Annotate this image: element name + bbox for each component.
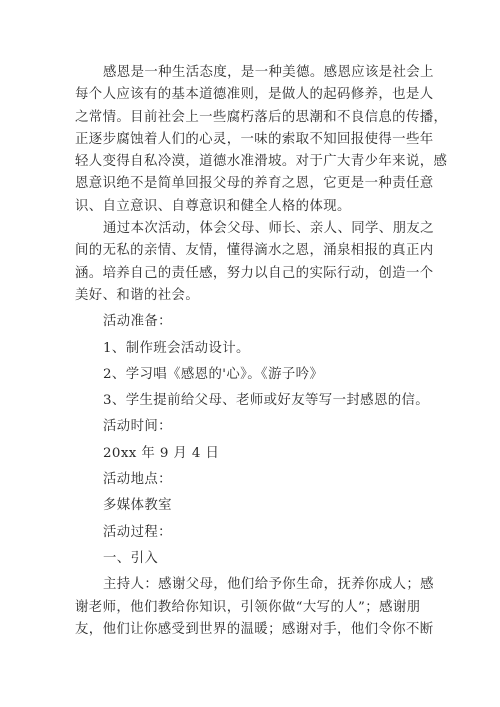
text-line: 间的无私的亲情、友情，懂得滴水之恩，涌泉相报的真正内 [75, 243, 434, 259]
paragraph-purpose [75, 218, 434, 307]
text-line: 友，他们让你感受到世界的温暖；感谢对手，他们令你不断 [75, 621, 434, 637]
text-line: 美好、和谐的社会。 [75, 287, 200, 303]
time-value: 20xx 年 9 月 4 日 [103, 445, 220, 461]
text-line: 涵。培养自己的责任感，努力以自己的实际行动，创造一个 [75, 265, 434, 281]
text-line: 正逐步腐蚀着人们的心灵，一味的索取不知回报使得一些年 [75, 131, 434, 147]
prep-heading: 活动准备： [103, 314, 172, 330]
process-heading: 活动过程： [103, 524, 172, 540]
text-line: 通过本次活动，体会父母、师长、亲人、同学、朋友之 [103, 221, 434, 237]
paragraph-host-speech [75, 574, 434, 641]
text-line: 轻人变得自私冷漠，道德水准滑坡。对于广大青少年来说，感 [75, 154, 448, 170]
text-line: 每个人应该有的基本道德准则，是做人的起码修养，也是人 [75, 87, 434, 103]
paragraph-intro [75, 62, 448, 218]
text-line: 识、自立意识、自尊意识和健全人格的体现。 [75, 198, 351, 214]
text-line: 谢老师，他们教给你知识，引领你做“大写的人”；感谢朋 [75, 599, 421, 615]
text-line: 恩意识绝不是简单回报父母的养育之恩，它更是一种责任意 [75, 176, 434, 192]
prep-item: 2、学习唱《感恩的'心》。《游子吟》 [103, 366, 324, 382]
place-value: 多媒体教室 [103, 498, 172, 514]
time-heading: 活动时间： [103, 419, 172, 435]
text-line: 之常情。目前社会上一些腐朽落后的思潮和不良信息的传播， [75, 109, 448, 125]
place-heading: 活动地点： [103, 472, 172, 488]
document-body [75, 62, 448, 641]
prep-item: 3、学生提前给父母、老师或好友等写一封感恩的信。 [103, 393, 430, 409]
text-line: 主持人：感谢父母，他们给予你生命，抚养你成人；感 [103, 577, 434, 593]
prep-item: 1、制作班会活动设计。 [103, 340, 250, 356]
text-line: 感恩是一种生活态度，是一种美德。感恩应该是社会上 [103, 65, 434, 80]
section-heading: 一、引入 [103, 550, 159, 566]
